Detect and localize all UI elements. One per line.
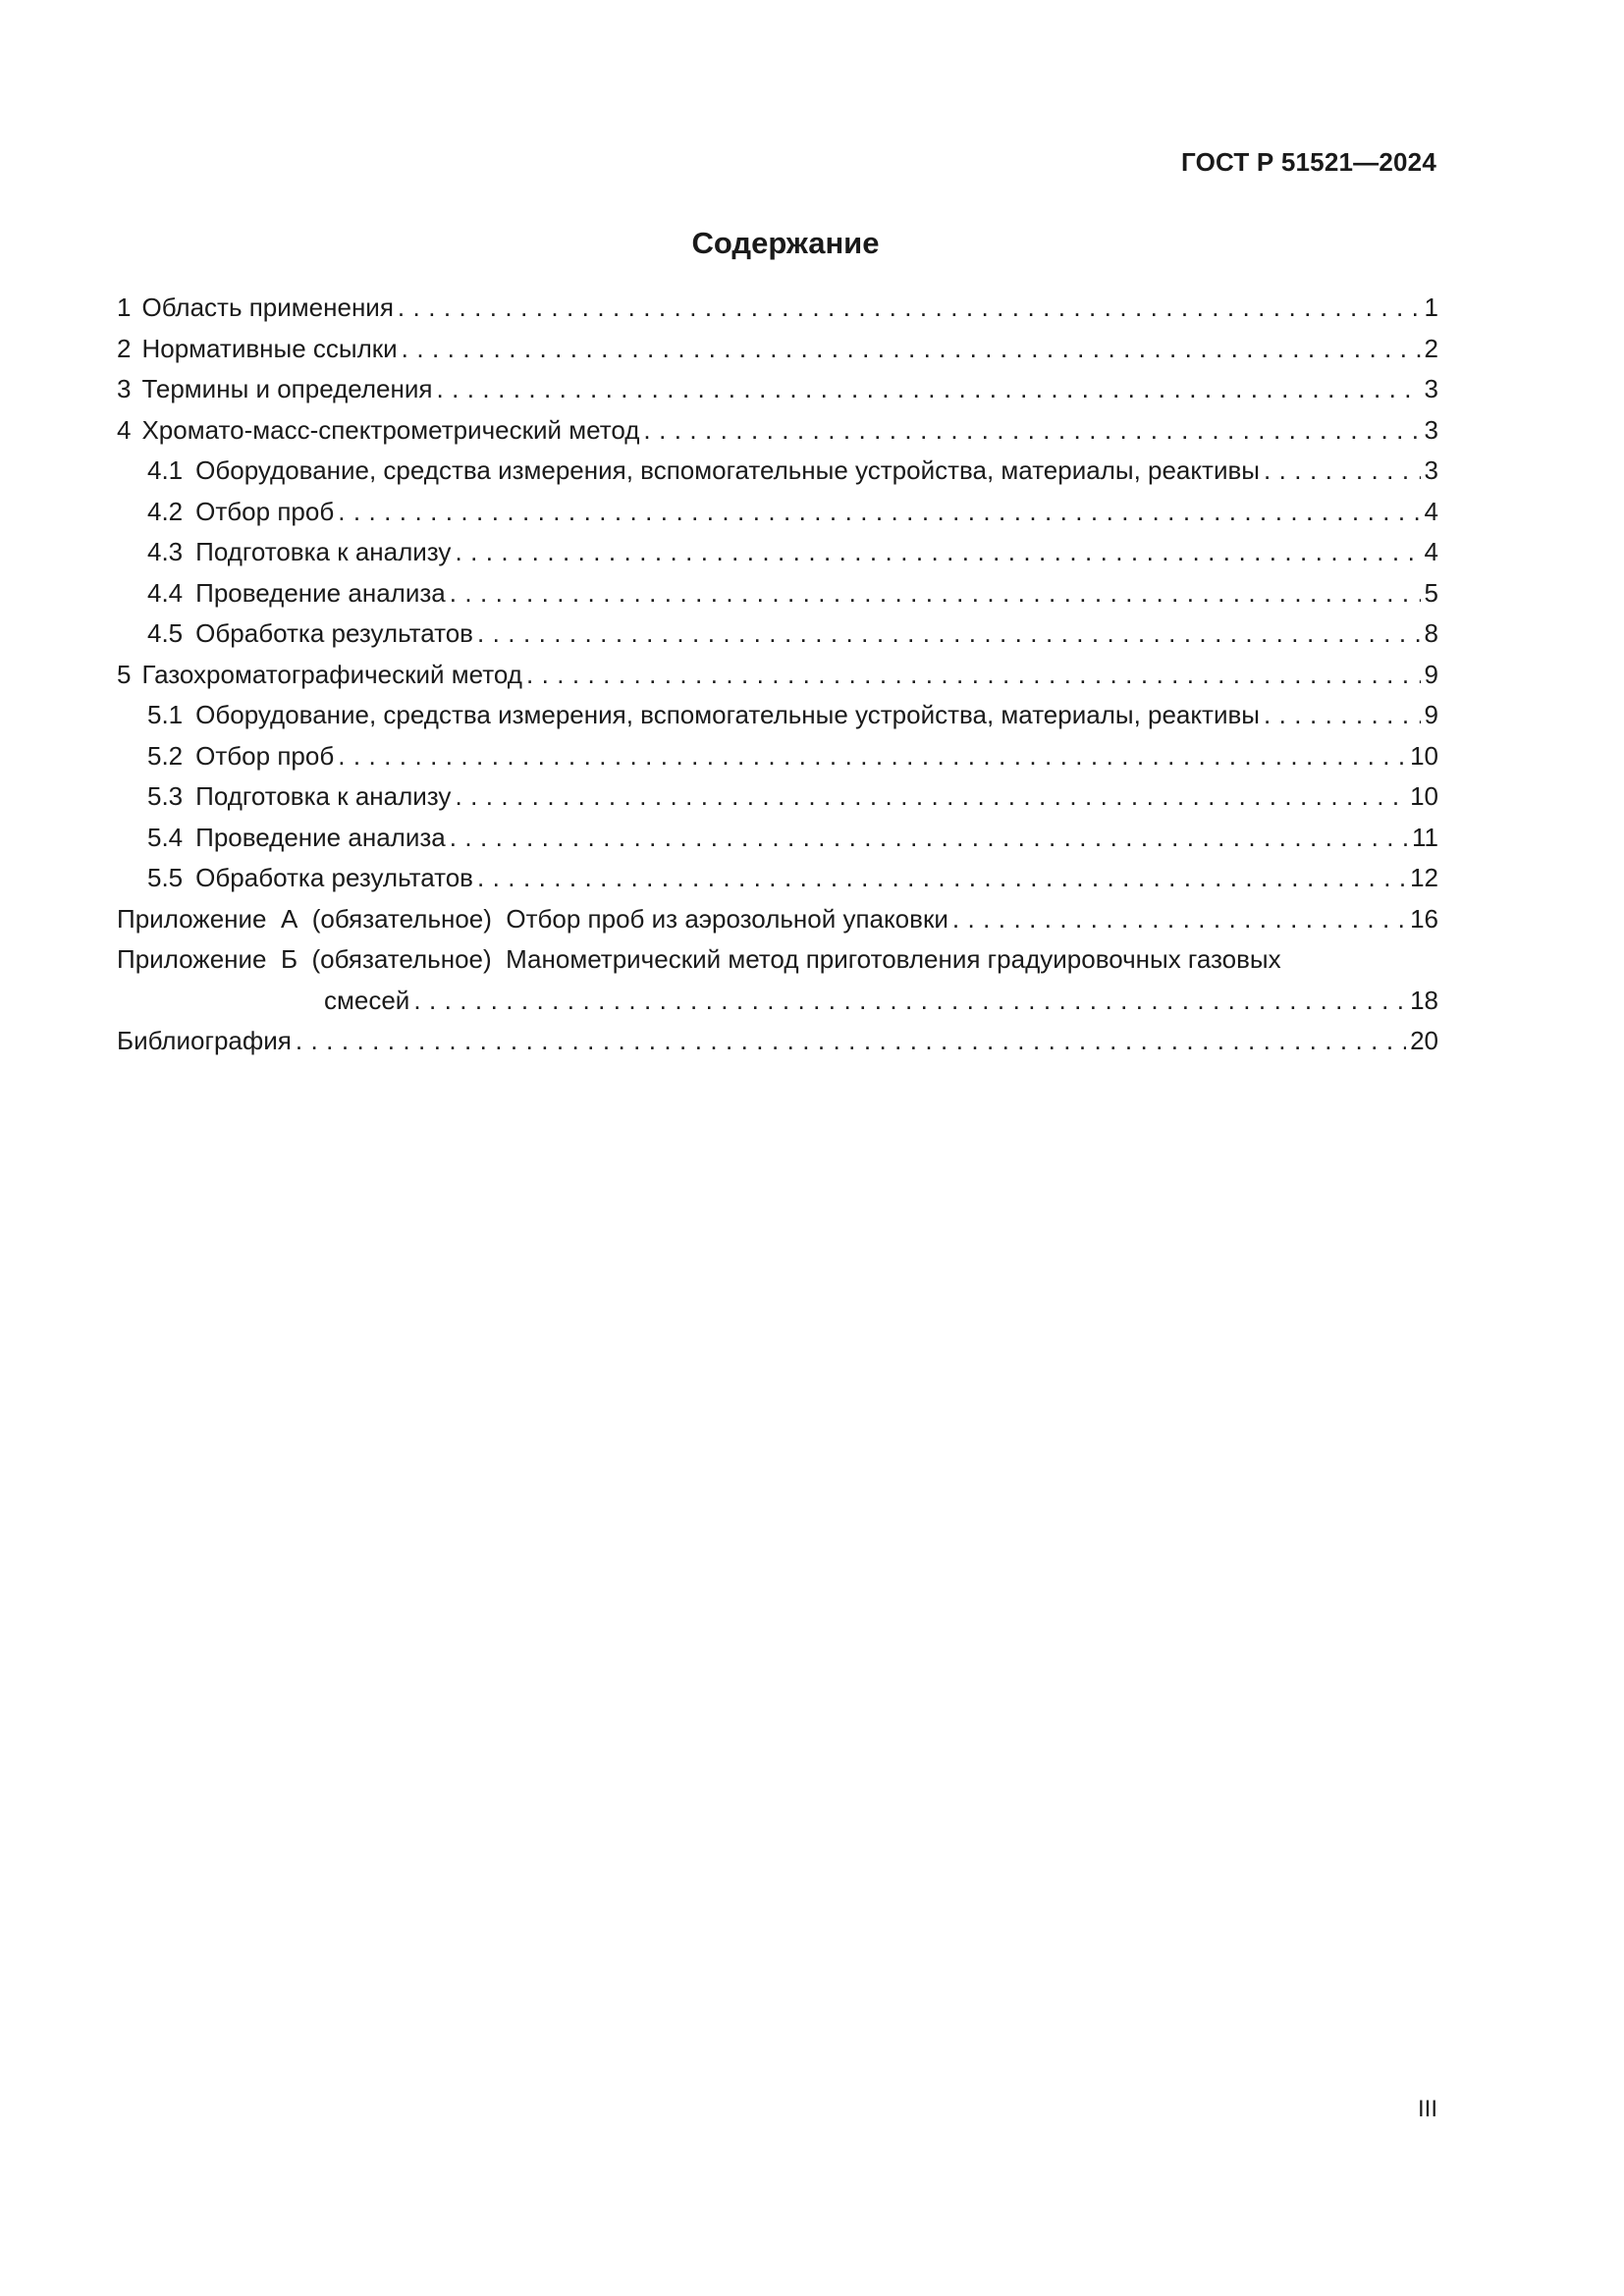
toc-leader-dots: [338, 492, 1420, 533]
toc-entry-number: 5.4: [147, 822, 184, 852]
toc-entry-page: 10: [1410, 740, 1438, 771]
toc-leader-dots: [643, 410, 1420, 452]
toc-entry-3[interactable]: [117, 369, 1438, 410]
toc-entry-number: 5.1: [147, 700, 184, 729]
toc-bibliography-page: 20: [1410, 1026, 1438, 1055]
toc-entry-label: Термины и определения: [141, 374, 433, 403]
toc-entry-number: 2: [117, 333, 132, 363]
toc-entry-label: Подготовка к анализу: [195, 781, 452, 811]
toc-title: Содержание: [691, 226, 880, 260]
toc-entry-number: 4: [117, 414, 132, 445]
toc-entry-number: 4.5: [147, 618, 184, 648]
toc-leader-dots: [402, 329, 1421, 370]
toc-entry-label: Подготовка к анализу: [195, 537, 452, 566]
toc-entry-number: 4.4: [147, 577, 184, 608]
toc-leader-dots: [1264, 451, 1421, 492]
toc-entry-5-3[interactable]: [117, 776, 1438, 818]
toc-entry-number: 4.2: [147, 496, 184, 526]
page-number: III: [1417, 2096, 1437, 2122]
toc-entry-number: 4.1: [147, 455, 184, 485]
toc-leader-dots: [398, 288, 1421, 329]
toc-entry-label: Проведение анализа: [195, 822, 446, 852]
toc-entry-page: 5: [1424, 577, 1438, 608]
toc-entry-5-5[interactable]: [117, 858, 1438, 899]
toc-annex-page: 18: [1410, 985, 1438, 1015]
toc-annex-a[interactable]: [117, 899, 1438, 940]
toc-entry-4-5[interactable]: [117, 614, 1438, 655]
toc-annex-continuation: [117, 981, 1438, 1022]
toc-entry-4-3[interactable]: [117, 532, 1438, 573]
toc-entry-label: Проведение анализа: [195, 577, 446, 608]
toc-entry-4-2[interactable]: [117, 492, 1438, 533]
toc-entry-label: Область применения: [141, 293, 394, 322]
toc-entry-page: 11: [1412, 822, 1438, 852]
toc-entry-4[interactable]: [117, 410, 1438, 452]
toc-entry-page: 3: [1424, 374, 1438, 403]
toc-entry-5-1[interactable]: [117, 695, 1438, 736]
toc-entry-page: 8: [1424, 618, 1438, 648]
toc-entry-page: 9: [1424, 659, 1438, 689]
toc-entry-5-2[interactable]: [117, 736, 1438, 777]
toc-leader-dots: [338, 736, 1406, 777]
toc-entry-number: 3: [117, 374, 132, 403]
toc-leader-dots: [455, 776, 1406, 818]
toc-entry-page: 4: [1424, 537, 1438, 566]
toc-entry-page: 2: [1424, 333, 1438, 363]
toc-entry-number: 5.3: [147, 781, 184, 811]
toc-entry-2[interactable]: [117, 329, 1438, 370]
toc-entry-4-1[interactable]: [117, 451, 1438, 492]
toc-entry-label: Нормативные ссылки: [141, 333, 398, 363]
toc-entry-label: Обработка результатов: [195, 863, 473, 892]
toc-annex-label-cont: смесей: [324, 985, 410, 1015]
toc-leader-dots: [436, 369, 1420, 410]
toc-bibliography[interactable]: [117, 1021, 1438, 1062]
toc-leader-dots: [477, 858, 1406, 899]
table-of-contents: [117, 288, 1438, 1062]
toc-leader-dots: [526, 655, 1421, 696]
toc-entry-4-4[interactable]: [117, 573, 1438, 614]
toc-leader-dots: [450, 818, 1408, 859]
toc-leader-dots: [1264, 695, 1421, 736]
toc-entry-page: 3: [1424, 414, 1438, 445]
toc-leader-dots: [296, 1021, 1406, 1062]
toc-entry-label: Оборудование, средства измерения, вспомогательные устройства, материалы, реактивы: [195, 700, 1260, 729]
toc-entry-number: 4.3: [147, 537, 184, 566]
toc-entry-label: Газохроматографический метод: [141, 659, 522, 689]
toc-entry-number: 5.5: [147, 863, 184, 892]
toc-entry-page: 3: [1424, 455, 1438, 485]
toc-entry-5[interactable]: [117, 655, 1438, 696]
toc-entry-5-4[interactable]: [117, 818, 1438, 859]
toc-annex-label: Приложение А (обязательное) Отбор проб из аэрозольной упаковки: [117, 903, 948, 934]
toc-entry-page: 12: [1410, 863, 1438, 892]
toc-entry-number: 1: [117, 293, 132, 322]
toc-leader-dots: [477, 614, 1421, 655]
toc-entry-label: Отбор проб: [195, 740, 335, 771]
toc-entry-1[interactable]: [117, 288, 1438, 329]
toc-entry-label: Обработка результатов: [195, 618, 473, 648]
document-code: ГОСТ Р 51521—2024: [1181, 147, 1436, 177]
toc-annex-b[interactable]: [117, 939, 1438, 1021]
toc-entry-number: 5: [117, 659, 132, 689]
toc-entry-page: 10: [1410, 781, 1438, 811]
toc-entry-number: 5.2: [147, 740, 184, 771]
toc-leader-dots: [413, 981, 1406, 1022]
toc-entry-label: Хромато-масс-спектрометрический метод: [141, 414, 640, 445]
toc-entry-label: Отбор проб: [195, 496, 335, 526]
toc-entry-page: 1: [1424, 293, 1438, 322]
toc-entry-label: Оборудование, средства измерения, вспомогательные устройства, материалы, реактивы: [195, 455, 1260, 485]
toc-leader-dots: [952, 899, 1406, 940]
toc-leader-dots: [455, 532, 1420, 573]
toc-entry-page: 9: [1424, 700, 1438, 729]
toc-annex-label: Приложение Б (обязательное) Манометрический метод приготовления градуировочных газовых: [117, 944, 1281, 974]
toc-bibliography-label: Библиография: [117, 1026, 292, 1055]
toc-annex-page: 16: [1410, 903, 1438, 934]
toc-entry-page: 4: [1424, 496, 1438, 526]
toc-leader-dots: [450, 573, 1421, 614]
